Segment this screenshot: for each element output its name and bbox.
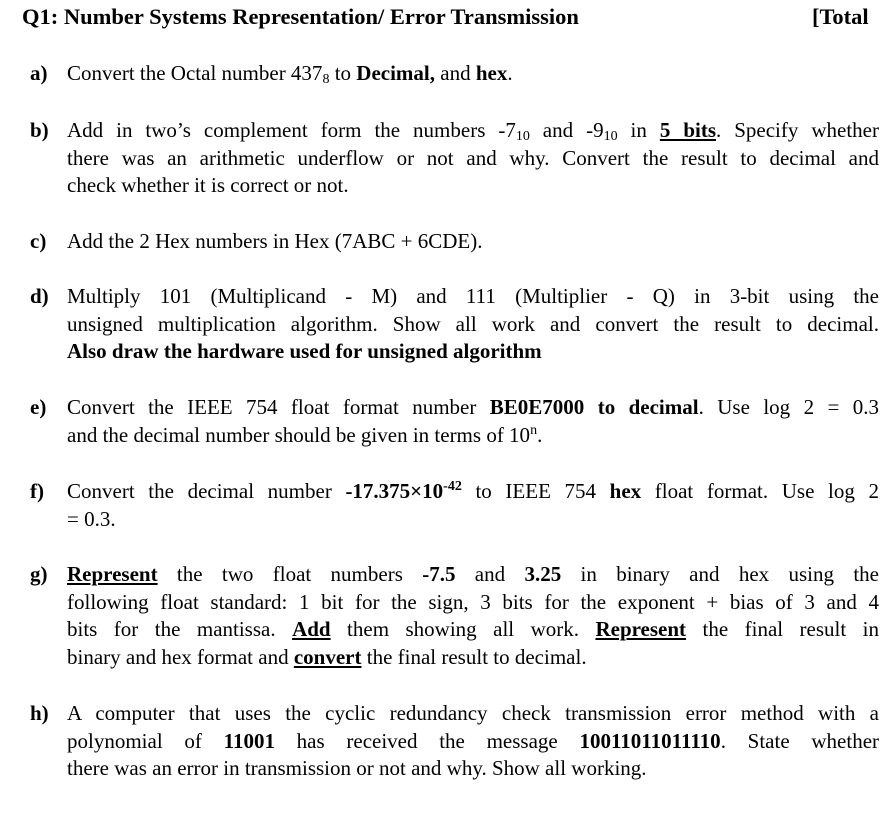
question-d-text: Multiply 101 (Multiplicand - M) and 111 (Multiplier - Q) in 3-bit using the unsigned multiplication algorithm. Show all work and convert the result to decimal. Also draw the hardware used for unsigned algorithm <box>67 284 879 363</box>
question-c-text: Add the 2 Hex numbers in Hex (7ABC + 6CDE). <box>67 229 483 253</box>
total-marks: [Total <box>812 4 869 29</box>
question-h-text: A computer that uses the cyclic redundancy check transmission error method with a polynomial of 11001 has received the message 10011011011110. State whether there was an error in transmission or not and why. Show all working. <box>67 701 880 780</box>
question-a-text: Convert the Octal number $437_8$ to Decimal, and hex. <box>67 61 513 87</box>
question-b-label: b) <box>30 118 49 142</box>
question-b-text: Add in two’s complement form the numbers $-7_{10}$ and $-9_{10}$ in 5 bits. Specify whether there was an arithmetic underflow or not and why. Convert the result to decimal and check whether it is correct or not. <box>67 118 879 197</box>
question-a-label: a) <box>30 61 48 85</box>
question-d-label: d) <box>30 284 49 308</box>
question-g-label: g) <box>30 562 48 586</box>
question-c-label: c) <box>30 229 47 253</box>
question-h-label: h) <box>30 701 49 725</box>
question-title: Q1: Number Systems Representation/ Error Transmission <box>22 4 579 29</box>
question-e-text: Convert the IEEE 754 float format number BE0E7000 to decimal. Use log 2 = 0.3 and the decimal number should be given in terms of 10$^n$. <box>67 395 879 447</box>
question-g-text: Represent the two float numbers -7.5 and 3.25 in binary and hex using the following float standard: 1 bit for the sign, 3 bits for the exponent + bias of 3 and 4 bits for the mantissa. Add them showing all work. Represent the final result in binary and hex format and convert the final result to decimal. <box>67 562 880 669</box>
question-f-text: Convert the decimal number $-17.375\times 10^{-42}$ to IEEE 754 hex float format. Use log 2 = 0.3. <box>67 479 879 531</box>
question-e-label: e) <box>30 395 47 419</box>
question-f-label: f) <box>30 479 44 503</box>
